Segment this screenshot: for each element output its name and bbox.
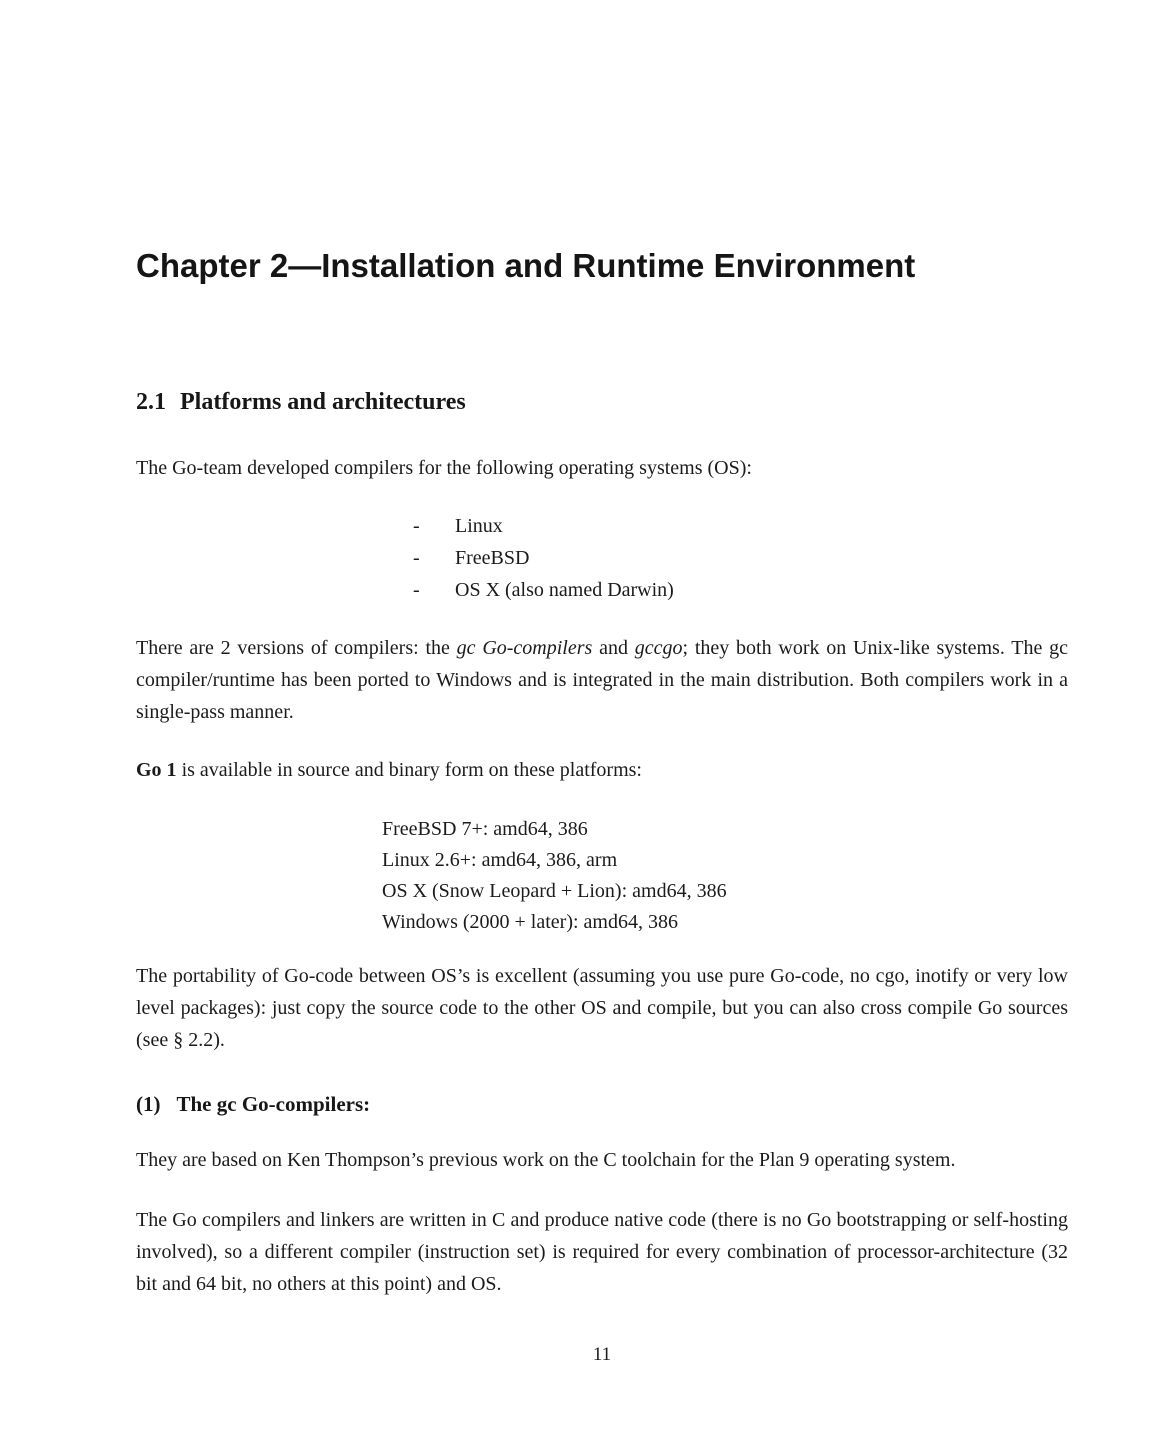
page-number: 11 — [592, 1344, 612, 1365]
platform-line: Linux 2.6+: amd64, 386, arm — [382, 849, 618, 871]
bold-go1: Go 1 — [136, 759, 177, 781]
section-number: 2.1 — [136, 389, 166, 415]
text-run: ; they both work on Unix-like systems. The gc compiler/runtime has been ported to Windows and is integrated in the main distribution. Both compilers work in a single-pass manner. — [136, 637, 1068, 723]
italic-gc-go-compilers: gc Go-compilers — [456, 637, 593, 659]
text-run: is available in source and binary form on these platforms: — [176, 759, 642, 781]
platform-line: Windows (2000 + later): amd64, 386 — [382, 911, 678, 933]
text-run: and — [592, 637, 635, 659]
bullet-dash: - — [413, 515, 420, 537]
list-item — [136, 574, 1068, 606]
subheading-title: The gc Go-compilers: — [176, 1092, 371, 1116]
list-item-label: FreeBSD — [455, 547, 530, 569]
paragraph-go1 — [136, 754, 1068, 786]
list-item-label: Linux — [455, 515, 503, 537]
paragraph-portability: The portability of Go-code between OS’s is excellent (assuming you use pure Go-code, no cgo, inotify or very low level packages): just copy the source code to the other OS and compile, but you can also cross compile Go sources (see § 2.2). — [136, 965, 1068, 1051]
platform-line: FreeBSD 7+: amd64, 386 — [382, 818, 588, 840]
paragraph-intro: The Go-team developed compilers for the following operating systems (OS): — [136, 457, 752, 479]
list-item — [136, 510, 1068, 542]
section-heading — [136, 386, 1068, 418]
paragraph-thompson: They are based on Ken Thompson’s previous work on the C toolchain for the Plan 9 operating system. — [136, 1149, 956, 1171]
subheading-number: (1) — [136, 1092, 161, 1116]
list-item — [136, 542, 1068, 574]
page-content — [136, 0, 1068, 1300]
subheading-gc-compilers — [136, 1088, 1068, 1120]
chapter-title: Chapter 2—Installation and Runtime Environment — [136, 247, 916, 284]
list-item-label: OS X (also named Darwin) — [455, 579, 674, 601]
paragraph-linkers: The Go compilers and linkers are written in C and produce native code (there is no Go bootstrapping or self-hosting involved), so a different compiler (instruction set) is required for every combination of processor-architecture (32 bit and 64 bit, no others at this point) and OS. — [136, 1209, 1068, 1295]
text-run: There are 2 versions of compilers: the — [136, 637, 457, 659]
bullet-dash: - — [413, 547, 420, 569]
platform-line: OS X (Snow Leopard + Lion): amd64, 386 — [382, 880, 727, 902]
italic-gccgo: gccgo — [634, 637, 683, 659]
section-title: Platforms and architectures — [180, 389, 466, 415]
os-list — [136, 510, 1068, 606]
platform-list — [136, 814, 1068, 938]
paragraph-compiler-versions — [136, 632, 1068, 728]
bullet-dash: - — [413, 579, 420, 601]
